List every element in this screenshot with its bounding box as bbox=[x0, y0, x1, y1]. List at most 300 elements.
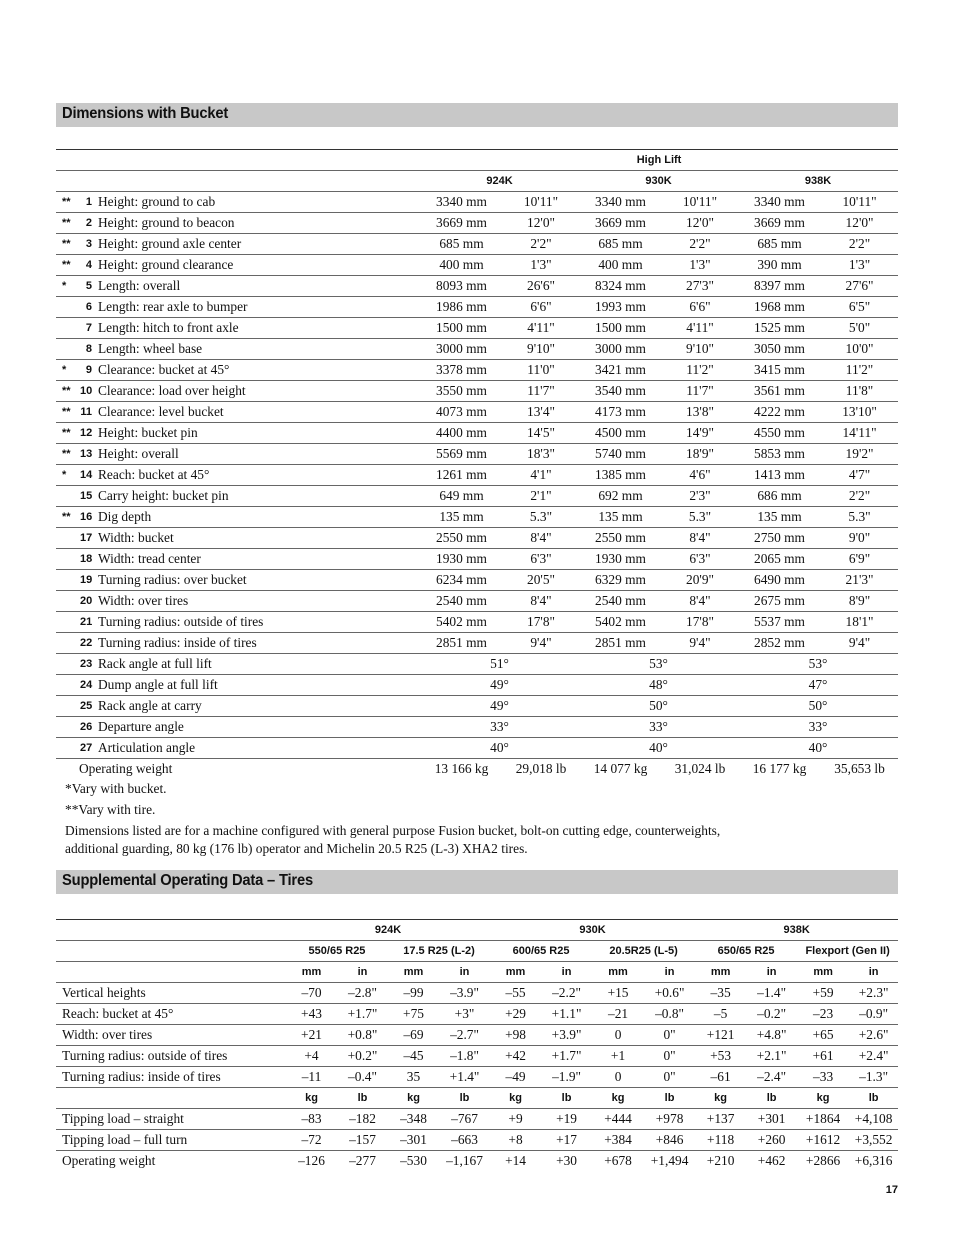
value-cell: +2.3" bbox=[849, 983, 898, 1004]
row-label: Articulation angle bbox=[96, 738, 420, 759]
value-cell: 9'10" bbox=[662, 339, 738, 360]
value-cell: 1500 mm bbox=[579, 318, 662, 339]
vary-marker: ** bbox=[56, 381, 80, 402]
row-label: Rack angle at full lift bbox=[96, 654, 420, 675]
value-cell: +9 bbox=[490, 1109, 541, 1130]
value-cell: 4'6" bbox=[662, 465, 738, 486]
value-cell: 18'9" bbox=[662, 444, 738, 465]
value-cell: 6234 mm bbox=[420, 570, 503, 591]
value-cell: 0" bbox=[644, 1067, 695, 1088]
vary-marker: ** bbox=[56, 423, 80, 444]
table-row bbox=[56, 360, 898, 381]
value-cell: 14'11" bbox=[821, 423, 898, 444]
row-label: Length: wheel base bbox=[96, 339, 420, 360]
table-row bbox=[56, 402, 898, 423]
value-cell: 3415 mm bbox=[738, 360, 821, 381]
value-cell: 3421 mm bbox=[579, 360, 662, 381]
row-label: Operating weight bbox=[79, 761, 173, 776]
row-number: 23 bbox=[80, 654, 96, 675]
units-row bbox=[56, 1088, 898, 1109]
vary-marker: ** bbox=[56, 213, 80, 234]
value-cell: +42 bbox=[490, 1046, 541, 1067]
row-label: Carry height: bucket pin bbox=[96, 486, 420, 507]
value-cell: 4173 mm bbox=[579, 402, 662, 423]
row-label: Dig depth bbox=[96, 507, 420, 528]
value-cell: –663 bbox=[439, 1130, 490, 1151]
value-cell: –70 bbox=[286, 983, 337, 1004]
model-header: 924K bbox=[420, 171, 579, 192]
value-cell: 21'3" bbox=[821, 570, 898, 591]
value-cell: 5.3" bbox=[662, 507, 738, 528]
vary-marker: ** bbox=[56, 255, 80, 276]
value-cell: 2'2" bbox=[503, 234, 579, 255]
value-cell: 2'2" bbox=[821, 234, 898, 255]
configuration-note: additional guarding, 80 kg (176 lb) operator and Michelin 20.5 R25 (L-3) XHA2 tires. bbox=[65, 841, 528, 856]
value-cell: 8'4" bbox=[662, 591, 738, 612]
unit-header: in bbox=[746, 962, 797, 983]
vary-marker bbox=[56, 339, 80, 360]
value-cell: 1'3" bbox=[503, 255, 579, 276]
value-cell: +846 bbox=[644, 1130, 695, 1151]
vary-marker: ** bbox=[56, 192, 80, 213]
value-cell: 6'9" bbox=[821, 549, 898, 570]
value-cell: 5569 mm bbox=[420, 444, 503, 465]
blank-cell bbox=[56, 941, 286, 962]
value-cell: –0.4" bbox=[337, 1067, 388, 1088]
value-cell: +29 bbox=[490, 1004, 541, 1025]
row-label: Operating weight bbox=[62, 1153, 156, 1168]
value-cell: 685 mm bbox=[420, 234, 503, 255]
value-cell: –3.9" bbox=[439, 983, 490, 1004]
unit-header: mm bbox=[695, 962, 746, 983]
value-cell: 1986 mm bbox=[420, 297, 503, 318]
value-cell: 27'3" bbox=[662, 276, 738, 297]
value-cell: 20'5" bbox=[503, 570, 579, 591]
value-cell: 40° bbox=[579, 738, 738, 759]
value-cell: –1.9" bbox=[541, 1067, 592, 1088]
value-cell: 11'7" bbox=[662, 381, 738, 402]
value-cell: 5.3" bbox=[503, 507, 579, 528]
value-cell: 6'5" bbox=[821, 297, 898, 318]
value-cell: +301 bbox=[746, 1109, 797, 1130]
value-cell: 11'2" bbox=[821, 360, 898, 381]
value-cell: 8'9" bbox=[821, 591, 898, 612]
value-cell: 2'2" bbox=[821, 486, 898, 507]
value-cell: –277 bbox=[349, 1153, 376, 1168]
value-cell: 1385 mm bbox=[579, 465, 662, 486]
table-row bbox=[56, 234, 898, 255]
row-number: 7 bbox=[80, 318, 96, 339]
footnote: **Vary with tire. bbox=[65, 802, 156, 817]
table-row bbox=[56, 1025, 898, 1046]
value-cell: 19'2" bbox=[821, 444, 898, 465]
value-cell: 4'11" bbox=[503, 318, 579, 339]
model-header: 938K bbox=[738, 171, 898, 192]
unit-header: in bbox=[439, 962, 490, 983]
value-cell: +1 bbox=[592, 1046, 644, 1067]
value-cell: +3" bbox=[439, 1004, 490, 1025]
table-row bbox=[56, 465, 898, 486]
row-number: 10 bbox=[80, 381, 96, 402]
dimensions-table bbox=[56, 150, 898, 779]
row-label: Tipping load – straight bbox=[56, 1109, 286, 1130]
value-cell: 400 mm bbox=[579, 255, 662, 276]
vary-marker bbox=[56, 717, 80, 738]
value-cell: 3340 mm bbox=[738, 192, 821, 213]
unit-header: in bbox=[541, 962, 592, 983]
row-label: Vertical heights bbox=[56, 983, 286, 1004]
unit-header: lb bbox=[644, 1088, 695, 1109]
value-cell: 686 mm bbox=[738, 486, 821, 507]
value-cell: 9'0" bbox=[821, 528, 898, 549]
tire-size-header: 550/65 R25 bbox=[286, 941, 388, 962]
row-label: Height: bucket pin bbox=[96, 423, 420, 444]
value-cell: +2866 bbox=[805, 1153, 841, 1168]
value-cell: 2540 mm bbox=[579, 591, 662, 612]
unit-header: kg bbox=[388, 1088, 439, 1109]
value-cell: 50° bbox=[738, 696, 898, 717]
unit-header: in bbox=[337, 962, 388, 983]
table-row bbox=[56, 1046, 898, 1067]
value-cell: 135 mm bbox=[738, 507, 821, 528]
unit-header: kg bbox=[797, 1088, 849, 1109]
value-cell: –99 bbox=[388, 983, 439, 1004]
value-cell: 3340 mm bbox=[420, 192, 503, 213]
value-cell: 4073 mm bbox=[420, 402, 503, 423]
value-cell: +21 bbox=[286, 1025, 337, 1046]
value-cell: 35,653 lb bbox=[834, 761, 885, 776]
value-cell: 4400 mm bbox=[420, 423, 503, 444]
value-cell: +4,108 bbox=[849, 1109, 898, 1130]
row-label: Width: tread center bbox=[96, 549, 420, 570]
value-cell: +17 bbox=[541, 1130, 592, 1151]
configuration-note: Dimensions listed are for a machine configured with general purpose Fusion bucket, bolt-on cutting edge, counterweights, bbox=[65, 823, 721, 838]
value-cell: 2'1" bbox=[503, 486, 579, 507]
unit-header: kg bbox=[286, 1088, 337, 1109]
unit-header: lb bbox=[541, 1088, 592, 1109]
row-number: 8 bbox=[80, 339, 96, 360]
unit-header: kg bbox=[695, 1088, 746, 1109]
row-number: 6 bbox=[80, 297, 96, 318]
value-cell: +121 bbox=[695, 1025, 746, 1046]
table-row bbox=[56, 255, 898, 276]
blank-cell bbox=[56, 920, 286, 941]
value-cell: +260 bbox=[746, 1130, 797, 1151]
value-cell: 5402 mm bbox=[420, 612, 503, 633]
value-cell: 8093 mm bbox=[420, 276, 503, 297]
value-cell: 14 077 kg bbox=[593, 761, 648, 776]
tire-size-header: 600/65 R25 bbox=[490, 941, 592, 962]
value-cell: +978 bbox=[644, 1109, 695, 1130]
unit-header: mm bbox=[286, 962, 337, 983]
value-cell: 135 mm bbox=[420, 507, 503, 528]
unit-header: kg bbox=[490, 1088, 541, 1109]
value-cell: –5 bbox=[695, 1004, 746, 1025]
row-label: Length: hitch to front axle bbox=[96, 318, 420, 339]
value-cell: –2.4" bbox=[746, 1067, 797, 1088]
row-label: Reach: bucket at 45° bbox=[96, 465, 420, 486]
vary-marker: ** bbox=[56, 507, 80, 528]
vary-marker bbox=[56, 297, 80, 318]
row-number: 18 bbox=[80, 549, 96, 570]
table-row bbox=[56, 1004, 898, 1025]
value-cell: 685 mm bbox=[738, 234, 821, 255]
value-cell: +61 bbox=[797, 1046, 849, 1067]
vary-marker bbox=[56, 654, 80, 675]
value-cell: 33° bbox=[420, 717, 579, 738]
value-cell: 649 mm bbox=[420, 486, 503, 507]
value-cell: –0.2" bbox=[746, 1004, 797, 1025]
value-cell: 1968 mm bbox=[738, 297, 821, 318]
value-cell: 3340 mm bbox=[579, 192, 662, 213]
value-cell: –182 bbox=[337, 1109, 388, 1130]
operating-weight-row bbox=[56, 759, 898, 780]
value-cell: +0.6" bbox=[644, 983, 695, 1004]
table-row bbox=[56, 1109, 898, 1130]
value-cell: –301 bbox=[388, 1130, 439, 1151]
row-number: 15 bbox=[80, 486, 96, 507]
value-cell: +8 bbox=[490, 1130, 541, 1151]
value-cell: +2.1" bbox=[746, 1046, 797, 1067]
value-cell: –72 bbox=[286, 1130, 337, 1151]
vary-marker bbox=[56, 738, 80, 759]
value-cell: 12'0" bbox=[821, 213, 898, 234]
value-cell: 400 mm bbox=[420, 255, 503, 276]
value-cell: 10'11" bbox=[503, 192, 579, 213]
value-cell: 1500 mm bbox=[420, 318, 503, 339]
row-label: Dump angle at full lift bbox=[96, 675, 420, 696]
value-cell: 3561 mm bbox=[738, 381, 821, 402]
value-cell: 6'3" bbox=[503, 549, 579, 570]
tire-size-header: Flexport (Gen II) bbox=[797, 941, 898, 962]
vary-marker bbox=[56, 549, 80, 570]
value-cell: +3,552 bbox=[849, 1130, 898, 1151]
blank-cell bbox=[56, 962, 286, 983]
value-cell: 692 mm bbox=[579, 486, 662, 507]
row-number: 16 bbox=[80, 507, 96, 528]
table-row bbox=[56, 297, 898, 318]
value-cell: 17'8" bbox=[503, 612, 579, 633]
table-row bbox=[56, 738, 898, 759]
value-cell: –126 bbox=[298, 1153, 325, 1168]
unit-header: mm bbox=[592, 962, 644, 983]
value-cell: 3050 mm bbox=[738, 339, 821, 360]
value-cell: 1930 mm bbox=[579, 549, 662, 570]
value-cell: 0 bbox=[592, 1025, 644, 1046]
value-cell: +30 bbox=[556, 1153, 578, 1168]
tires-table bbox=[56, 920, 898, 1171]
value-cell: –348 bbox=[388, 1109, 439, 1130]
value-cell: 33° bbox=[738, 717, 898, 738]
row-label: Width: over tires bbox=[96, 591, 420, 612]
vary-marker bbox=[56, 612, 80, 633]
row-label: Clearance: level bucket bbox=[96, 402, 420, 423]
blank-cell bbox=[56, 171, 420, 192]
value-cell: –49 bbox=[490, 1067, 541, 1088]
row-number: 22 bbox=[80, 633, 96, 654]
value-cell: 20'9" bbox=[662, 570, 738, 591]
table-row bbox=[56, 612, 898, 633]
value-cell: +6,316 bbox=[854, 1153, 893, 1168]
page-number: 17 bbox=[885, 1184, 898, 1196]
value-cell: 11'0" bbox=[503, 360, 579, 381]
table-row bbox=[56, 507, 898, 528]
table-header-row bbox=[56, 171, 898, 192]
value-cell: 2675 mm bbox=[738, 591, 821, 612]
row-number: 26 bbox=[80, 717, 96, 738]
section-header-tires bbox=[56, 870, 898, 894]
value-cell: –11 bbox=[286, 1067, 337, 1088]
row-label: Reach: bucket at 45° bbox=[56, 1004, 286, 1025]
unit-header: mm bbox=[388, 962, 439, 983]
value-cell: 40° bbox=[420, 738, 579, 759]
row-number: 4 bbox=[80, 255, 96, 276]
table-row bbox=[56, 318, 898, 339]
value-cell: 9'4" bbox=[503, 633, 579, 654]
row-number: 19 bbox=[80, 570, 96, 591]
row-label: Height: ground clearance bbox=[96, 255, 420, 276]
value-cell: 10'11" bbox=[662, 192, 738, 213]
vary-marker bbox=[56, 570, 80, 591]
row-label: Turning radius: inside of tires bbox=[96, 633, 420, 654]
value-cell: –1.3" bbox=[849, 1067, 898, 1088]
value-cell: +75 bbox=[388, 1004, 439, 1025]
value-cell: +53 bbox=[695, 1046, 746, 1067]
vary-marker: ** bbox=[56, 402, 80, 423]
value-cell: 3669 mm bbox=[420, 213, 503, 234]
value-cell: 6329 mm bbox=[579, 570, 662, 591]
value-cell: 3550 mm bbox=[420, 381, 503, 402]
value-cell: 48° bbox=[579, 675, 738, 696]
value-cell: 4'7" bbox=[821, 465, 898, 486]
unit-header: lb bbox=[746, 1088, 797, 1109]
section-title: Supplemental Operating Data – Tires bbox=[62, 872, 313, 889]
units-row bbox=[56, 962, 898, 983]
row-number: 2 bbox=[80, 213, 96, 234]
row-label: Length: overall bbox=[96, 276, 420, 297]
value-cell: 12'0" bbox=[503, 213, 579, 234]
row-number: 14 bbox=[80, 465, 96, 486]
value-cell: 1'3" bbox=[662, 255, 738, 276]
value-cell: 1261 mm bbox=[420, 465, 503, 486]
value-cell: 0" bbox=[644, 1046, 695, 1067]
table-row bbox=[56, 1067, 898, 1088]
row-number: 3 bbox=[80, 234, 96, 255]
value-cell: +14 bbox=[505, 1153, 527, 1168]
value-cell: 8'4" bbox=[503, 591, 579, 612]
value-cell: +2.4" bbox=[849, 1046, 898, 1067]
section-header-dimensions bbox=[56, 103, 898, 127]
value-cell: 5.3" bbox=[821, 507, 898, 528]
tire-size-header: 17.5 R25 (L-2) bbox=[388, 941, 490, 962]
model-header: 930K bbox=[490, 920, 695, 941]
value-cell: +137 bbox=[695, 1109, 746, 1130]
table-row bbox=[56, 444, 898, 465]
value-cell: +4.8" bbox=[746, 1025, 797, 1046]
row-number: 11 bbox=[80, 402, 96, 423]
table-row bbox=[56, 570, 898, 591]
value-cell: 6'6" bbox=[503, 297, 579, 318]
value-cell: 14'9" bbox=[662, 423, 738, 444]
value-cell: 16 177 kg bbox=[752, 761, 807, 776]
value-cell: –0.9" bbox=[849, 1004, 898, 1025]
row-number: 27 bbox=[80, 738, 96, 759]
value-cell: 8'4" bbox=[503, 528, 579, 549]
row-label: Turning radius: outside of tires bbox=[56, 1046, 286, 1067]
value-cell: 17'8" bbox=[662, 612, 738, 633]
value-cell: 49° bbox=[420, 675, 579, 696]
value-cell: 33° bbox=[579, 717, 738, 738]
value-cell: 2851 mm bbox=[420, 633, 503, 654]
value-cell: 5537 mm bbox=[738, 612, 821, 633]
row-label: Width: over tires bbox=[56, 1025, 286, 1046]
value-cell: 9'4" bbox=[821, 633, 898, 654]
value-cell: 14'5" bbox=[503, 423, 579, 444]
table-row bbox=[56, 528, 898, 549]
value-cell: 1930 mm bbox=[420, 549, 503, 570]
row-label: Rack angle at carry bbox=[96, 696, 420, 717]
table-row bbox=[56, 1130, 898, 1151]
value-cell: 1993 mm bbox=[579, 297, 662, 318]
unit-header: kg bbox=[592, 1088, 644, 1109]
value-cell: +1864 bbox=[797, 1109, 849, 1130]
value-cell: +59 bbox=[797, 983, 849, 1004]
row-number: 25 bbox=[80, 696, 96, 717]
row-number: 1 bbox=[80, 192, 96, 213]
vary-marker: * bbox=[56, 465, 80, 486]
value-cell: 3669 mm bbox=[579, 213, 662, 234]
row-label: Height: ground to beacon bbox=[96, 213, 420, 234]
value-cell: +118 bbox=[695, 1130, 746, 1151]
value-cell: 49° bbox=[420, 696, 579, 717]
value-cell: 2750 mm bbox=[738, 528, 821, 549]
value-cell: 40° bbox=[738, 738, 898, 759]
value-cell: 390 mm bbox=[738, 255, 821, 276]
value-cell: +65 bbox=[797, 1025, 849, 1046]
value-cell: 2540 mm bbox=[420, 591, 503, 612]
model-header: 930K bbox=[579, 171, 738, 192]
table-row bbox=[56, 486, 898, 507]
vary-marker bbox=[56, 696, 80, 717]
table-row bbox=[56, 675, 898, 696]
value-cell: 3000 mm bbox=[420, 339, 503, 360]
table-row bbox=[56, 213, 898, 234]
value-cell: 13'10" bbox=[821, 402, 898, 423]
vary-marker bbox=[56, 318, 80, 339]
table-header-row bbox=[56, 920, 898, 941]
unit-header: in bbox=[644, 962, 695, 983]
model-header: 924K bbox=[286, 920, 490, 941]
row-label: Turning radius: inside of tires bbox=[56, 1067, 286, 1088]
unit-header: mm bbox=[490, 962, 541, 983]
value-cell: –1,167 bbox=[446, 1153, 483, 1168]
value-cell: 4'1" bbox=[503, 465, 579, 486]
value-cell: 6'3" bbox=[662, 549, 738, 570]
value-cell: –61 bbox=[695, 1067, 746, 1088]
vary-marker: ** bbox=[56, 444, 80, 465]
tire-size-header: 650/65 R25 bbox=[695, 941, 797, 962]
row-label: Height: ground axle center bbox=[96, 234, 420, 255]
table-row bbox=[56, 276, 898, 297]
value-cell: 3000 mm bbox=[579, 339, 662, 360]
vary-marker: * bbox=[56, 360, 80, 381]
value-cell: 2550 mm bbox=[579, 528, 662, 549]
value-cell: +98 bbox=[490, 1025, 541, 1046]
row-label: Departure angle bbox=[96, 717, 420, 738]
value-cell: –1.4" bbox=[746, 983, 797, 1004]
value-cell: 2'3" bbox=[662, 486, 738, 507]
value-cell: 1413 mm bbox=[738, 465, 821, 486]
